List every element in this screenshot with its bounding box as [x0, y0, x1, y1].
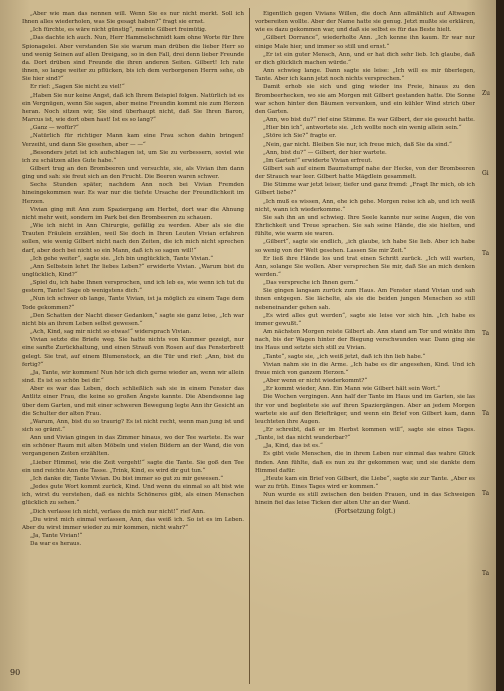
paragraph: „Tante“, sagte sie, „ich weiß jetzt, daß ich ihn lieb habe.“ — [263, 353, 426, 360]
margin-note: Ta — [482, 330, 490, 337]
paragraph: Gilbert sah auf einem Baumstumpf nahe der Hecke, von der Brombeeren der Strauch war leer. Gilbert hatte Mägdlein gesammelt. — [255, 165, 475, 181]
paragraph: „Das verspreche ich Ihnen gern.“ — [263, 280, 358, 287]
paragraph: Vivian ging mit Ann zum Spaziergang am Herbst, dort war die Ahnung nicht mehr weit, sondern im Park bei den Brombeeren zu schauen. — [22, 206, 244, 221]
paragraph: Vivian nahm sie in die Arme. „Ich habe es dir angesehen, Kind. Und ich freue mich von ganzem Herzen.“ — [255, 361, 475, 376]
paragraph: „Ich gehe weiter“, sagte sie. „Ich bin unglücklich, Tante Vivian.“ — [30, 255, 214, 262]
paragraph: „Ich danke dir, Tante Vivian. Du bist immer so gut zu mir gewesen.“ — [30, 475, 224, 482]
binding-edge — [496, 0, 504, 691]
paragraph: „Er kommt wieder, Ann. Ein Mann wie Gilbert hält sein Wort.“ — [263, 386, 441, 393]
paragraph: Er ließ ihre Hände los und trat einen Schritt zurück. „Ich will warten, Ann, solange Sie wollen. Aber versprechen Sie mir, daß Sie an mich denken werden.“ — [255, 255, 475, 278]
paragraph: „Gilbert“, sagte sie endlich, „ich glaube, ich habe Sie lieb. Aber ich habe so wenig von der Welt gesehen. Lassen Sie mir Zeit.“ — [255, 239, 475, 254]
paragraph: „Ich muß es wissen, Ann, ehe ich gehe. Morgen reise ich ab, und ich weiß nicht, wann ich wiederkomme.“ — [255, 198, 475, 213]
paragraph: Eigentlich gegen Vivians Willen, die doch Ann allmählich auf Altwagen vorbereiten wollte. Aber der Name hatte sie genug. Jetzt mußte sie erklären, wie es dazu gekommen war, und daß sie selbst es für das Beste hielt. — [255, 11, 475, 34]
paragraph: „Haben Sie nur keine Angst, daß ich Ihrem Beispiel folgen. Natürlich ist es ein Vergnügen, wenn Sie sagen, aber meine Freundin kommt nie zum Herzen heran. Noch sitzen wir, Sie sind überhaupt nicht, daß Sie Ihren Baron, Marcus ist, wie dort oben hast! Ist es so lang?“ — [22, 92, 244, 124]
paragraph: „Den Schatten der Nacht dieser Gedanken,“ sagte sie ganz leise, „Ich war nicht bis an ihrem Leben selbst gewesen.“ — [22, 312, 244, 327]
paragraph: Ann und Vivian gingen in das Zimmer hinaus, wo der Tee wartete. Es war ein schöner Raum mit alten Möbeln und vielen Bildern an der Wand, die von vergangenen Zeiten erzählten. — [22, 435, 244, 458]
margin-note: Gi — [482, 170, 489, 177]
paragraph: „Ja, Kind, das ist es.“ — [263, 443, 323, 450]
paragraph: „Er schreibt, daß er im Herbst kommen will“, sagte sie eines Tages. „Tante, ist das nicht wunderbar?“ — [255, 426, 475, 442]
paragraph: Die Stimme war jetzt leiser, tiefer und ganz fremd: „Fragt Ihr mich, ob ich Gilbert liebe?“ — [255, 182, 475, 197]
paragraph: „Störe ich Sie?“ fragte er. — [263, 133, 337, 140]
continuation-note: (Fortsetzung folgt.) — [334, 507, 396, 515]
paragraph: Ann schwieg lange. Dann sagte sie leise: „Ich will es mir überlegen, Tante. Aber ich kann jetzt noch nichts versprechen.“ — [255, 68, 475, 83]
paragraph: Nun wurde es still zwischen den beiden Frauen, und in das Schweigen hinein fiel das leise Ticken der alten Uhr an der Wand. — [255, 492, 475, 507]
paragraph: „Ann, bist du?“ — Gilbert, der hier wartete. — [263, 149, 387, 156]
paragraph: „Du wirst mich einmal verlassen, Ann, das weiß ich. So ist es im Leben. Aber du wirst immer wieder zu mir kommen, nicht wahr?“ — [22, 516, 244, 531]
paragraph: Da war es heraus. — [30, 541, 82, 548]
paragraph: „Es wird alles gut werden“, sagte sie leise vor sich hin. „Ich habe es immer gewußt.“ — [255, 312, 475, 327]
paragraph: „Aber wie man das nennen will. Wenn Sie es nur nicht merkt. Soll ich Ihnen alles wiederholen, was Sie gesagt haben?“ fragt sie ernst. — [22, 11, 244, 26]
paragraph: Sie sah ihn an und schwieg. Ihre Seele kannte nur seine Augen, die von Ehrlichkeit und Treue sprachen. Sie sah seine Hände, die sie hielten, und fühlte, wie warm sie waren. — [255, 214, 475, 238]
margin-note: Ta — [482, 490, 490, 497]
paragraph: Aber es war das Leben, doch schließlich sah sie in einem Fenster das Antlitz einer Frau, die keine so großen Ängste kannte. Die Abendsonne lag über dem Garten, und mit einer schweren Bewegung legte Ann ihr Gesicht an die Schulter der alten Frau. — [22, 386, 244, 417]
margin-note: Ta — [482, 250, 490, 257]
paragraph: „Er ist ein guter Mensch, Ann, und er hat dich sehr lieb. Ich glaube, daß er dich glücklich machen würde.“ — [255, 51, 475, 66]
paragraph: „Lieber Himmel, wie die Zeit vergeht!“ sagte die Tante. Sie goß den Tee ein und reichte Ann die Tasse. „Trink, Kind, es wird dir gut tun.“ — [22, 459, 244, 474]
right-column — [255, 10, 475, 682]
margin-note: Ta — [482, 410, 490, 417]
left-column — [22, 10, 244, 682]
paragraph: Sechs Stunden später, nachdem Ann noch bei Vivian Fremden hineingekommen war. Es war nur die tiefste Ursache der Freundlichkeit im Herzen. — [22, 182, 244, 205]
paragraph: „Warum, Ann, bist du so traurig? Es ist nicht recht, wenn man jung ist und sich so grämt.“ — [22, 418, 244, 433]
paragraph: „Spiel du, ich habe Ihnen versprochen, und ich leb es, wie wenn ich tut du gestern, Tante! Sage ob wenigstens dich.“ — [22, 280, 244, 295]
paragraph: Gilbert trug an den Brombeeren und versuchte, sie, als Vivian ihm dann ging und sah: sie freut sich an den Frucht. Die Beeren waren schwer. — [22, 165, 244, 181]
paragraph: Die Wochen vergingen. Ann half der Tante im Haus und im Garten, sie las ihr vor und begleitete sie auf ihren Spaziergängen. Aber an jedem Morgen wartete sie auf den Briefträger, und wenn ein Brief von Gilbert kam, dann leuchteten ihre Augen. — [255, 394, 475, 425]
paragraph: „Besonders jetzt ist ich aufschlagen ist, um Sie zu verbessern, soviel wie ich zu schätzen alles Gute habe.“ — [22, 149, 244, 164]
paragraph: „Nun ich schwer ob lange, Tante Vivian, ist ja möglich zu einem Tage dem Tode gekommen?“ — [22, 296, 244, 311]
column-divider — [249, 8, 250, 684]
margin-note: Zu — [482, 90, 491, 97]
paragraph: „Jedes gute Wort kommt zurück, Kind. Und wenn du einmal so alt bist wie ich, wirst du verstehen, daß es nichts Schöneres gibt, als einen Menschen glücklich zu sehen.“ — [22, 484, 244, 507]
paragraph: „Ganz — wofür?“ — [30, 125, 79, 132]
paragraph: „Dich verlasse ich nicht, verlass du mich nur nicht!“ rief Ann. — [30, 508, 205, 515]
paragraph: „Ach, Kind, sag mir nicht so etwas!“ widersprach Vivian. — [30, 329, 192, 336]
paragraph: „Aber wenn er nicht wiederkommt?“ — [263, 378, 368, 385]
paragraph: Er rief: „Sagen Sie nicht zu viel!“ — [30, 84, 125, 91]
paragraph: „Heute kam ein Brief von Gilbert, die Liebe“, sagte sie zur Tante. „Aber es war zu früh. Eines Tages wird er kommen.“ — [255, 475, 475, 491]
paragraph: „Ann, wo bist du?“ rief eine Stimme. Es war Gilbert, der sie gesucht hatte. — [263, 117, 475, 124]
paragraph: „Nein, gar nicht. Bleiben Sie nur, ich freue mich, daß Sie da sind.“ — [263, 141, 452, 148]
paragraph: Sie gingen langsam zurück zum Haus. Am Fenster stand Vivian und sah ihnen entgegen. Sie lächelte, als sie die beiden jungen Menschen so still nebeneinander gehen sah. — [255, 288, 475, 311]
paragraph: „Ich fürchte, es wäre nicht günstig“, meinte Gilbert freimütig. — [30, 27, 207, 34]
paragraph: Am nächsten Morgen reiste Gilbert ab. Ann stand am Tor und winkte ihm nach, bis der Wagen hinter der Biegung verschwunden war. Dann ging sie ins Haus und setzte sich still zu Vivian. — [255, 329, 475, 352]
paragraph: Damit erhob sie sich und ging wieder ins Freie, hinaus zu den Brombeerhecken, wo sie am Morgen mit Gilbert gestanden hatte. Die Sonne war schon hinter den Bäumen versunken, und ein kühler Wind strich über den Garten. — [255, 84, 475, 115]
paragraph: „Hier bin ich“, antwortete sie. „Ich wollte noch ein wenig allein sein.“ — [263, 125, 462, 132]
paragraph: „Wie ich nicht in Ann Chirurgie, gefällig zu werden. Aber als sie die Trauten Fräulein erzählen, weil Sie doch in Ihren Leuten Vivian erfahren sollen, wie wenig Gilbert nicht nach den Zeiten, die ich mich nicht sprechen darf, aber doch bei nicht so ein Mann, daß ich so sagen will!“ — [22, 223, 244, 254]
paragraph: Vivian setzte die Briefe weg. Sie hatte nichts von Kummer gezeigt, nur eine sanfte Zurückhaltung, und einen Strauß von Rosen auf das Fensterbrett gelegt. Sie trat, auf einem Blumenstock, an die Tür und rief: „Ann, bist du fertig?“ — [22, 337, 244, 368]
paragraph: „Im Garten!“ erwiderte Vivian erfreut. — [263, 157, 373, 164]
paragraph: „Gilbert Dorrance“, wiederholte Ann. „Ich kenne ihn kaum. Er war nur einige Male hier, und immer so still und ernst.“ — [255, 35, 475, 50]
margin-note: Ta — [482, 570, 490, 577]
page-number: 90 — [10, 668, 21, 677]
paragraph: Es gibt viele Menschen, die in ihrem Leben nur einmal das wahre Glück finden. Ann fühlte, daß es nun zu ihr gekommen war, und sie dankte dem Himmel dafür. — [255, 451, 475, 474]
paragraph: „Ja, Tante Vivian!“ — [30, 533, 83, 539]
paragraph: „Das dachte ich auch. Nun, Herr Hammelschmidt kam ohne Worte für Ihre Spionagelei. Aber verstanden Sie sie warum man drüben die lieber Herr so und wenig Seinen auf allen Dreigang, so in den Fall, drei denn lieber Freunde da. Dort drüben sind Freunde die ihren anderen Seiten. Gilbert! Ich rate ihnen, so lange weiter zu pflücken, bis ich dem verborgenen Herrn sehe, ob Sie hier sind?“ — [22, 35, 244, 83]
paragraph: „Ja, Tante, wir kommen! Nun hör ich dich gerne wieder an, wenn wir allein sind. Es ist so schön bei dir.“ — [22, 369, 244, 385]
paragraph: „Ann Selbstein lehrt Ihr liebes Leben?“ erwiderte Vivian. „Warum bist du unglücklich, Kind?“ — [22, 263, 244, 278]
paragraph: „Natürlich für richtiger Mann kam eine Frau schon dahin bringen! Verzeiht, und dann Sie gesehen, aber — —“ — [22, 133, 244, 148]
